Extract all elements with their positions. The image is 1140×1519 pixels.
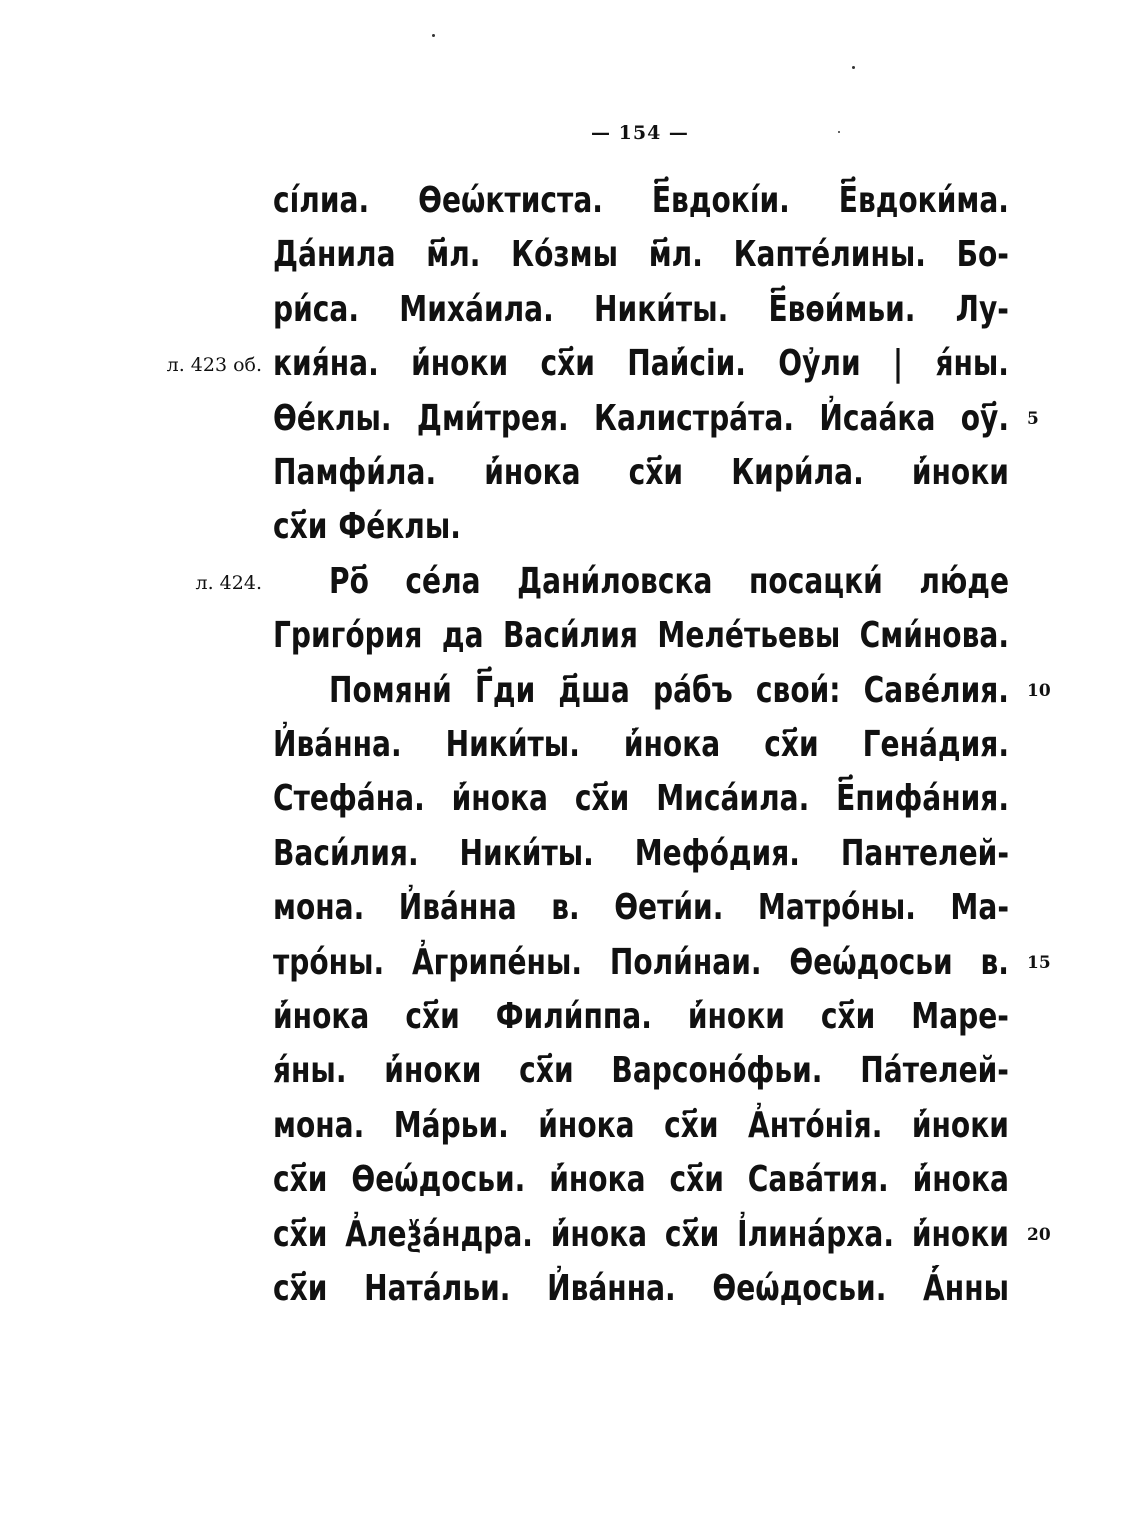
text-word: м҃л.	[426, 234, 481, 276]
text-line	[273, 341, 1009, 387]
text-word: Калистра́та.	[594, 397, 795, 439]
text-word: Дани́ловска	[517, 560, 713, 602]
text-word: Сава́тия.	[747, 1159, 889, 1201]
folio-note: л. 423 об.	[166, 354, 262, 377]
text-line	[273, 613, 1009, 659]
text-word: сі́лиа.	[273, 180, 370, 221]
text-word: Ма́рьи.	[393, 1104, 509, 1146]
text-word: сх҃и	[273, 1213, 328, 1255]
text-word: Матро́ны.	[757, 887, 916, 929]
text-word: Стефа́на.	[273, 778, 425, 820]
paper-speck	[838, 131, 840, 133]
text-word: и҆́нока	[538, 1104, 635, 1146]
text-word: сх҃и	[669, 1159, 724, 1201]
text-word: сх҃и	[764, 724, 819, 765]
text-word: Е҃вѳи́мьи.	[768, 288, 916, 330]
text-word: И҆ва́нна.	[547, 1268, 676, 1309]
text-word: Лу-	[955, 288, 1009, 330]
text-line	[273, 994, 1009, 1040]
text-word: Ко́змы	[511, 234, 619, 276]
text-word: сх҃и	[273, 1268, 328, 1309]
text-word: и҆́нока	[550, 1213, 648, 1255]
text-word: Помяни́	[329, 669, 452, 711]
text-word: сх҃и	[628, 452, 684, 493]
text-word: и҆́ноки	[911, 1213, 1009, 1255]
text-word: Памфи́ла.	[273, 452, 437, 493]
text-word: Мефо́дия.	[634, 832, 800, 874]
text-word: сх҃и	[519, 1050, 574, 1092]
text-word: Фили́ппа.	[495, 996, 652, 1037]
text-word: се́ла	[405, 560, 481, 602]
text-word: Е҃вдоки́ма.	[838, 180, 1009, 221]
text-line	[273, 1157, 1009, 1203]
text-line	[273, 232, 1009, 278]
text-word: І҆лина́рха.	[737, 1213, 895, 1255]
paper-speck	[432, 34, 435, 37]
text-word: Ѳеѡ́ктиста.	[418, 180, 603, 221]
text-word: А҆грипе́ны.	[411, 941, 583, 983]
text-word: Сми́нова.	[859, 615, 1009, 657]
text-word: да	[441, 615, 484, 657]
text-word: и҆́ноки	[411, 343, 509, 385]
text-word: |	[892, 343, 904, 385]
text-word: я́ны.	[935, 343, 1009, 385]
text-word: посацки́	[749, 560, 883, 602]
text-word: Па́телей-	[860, 1050, 1009, 1092]
text-word: сх҃и	[664, 1213, 720, 1255]
text-word: Ѳеѡ́досьи.	[712, 1268, 887, 1309]
text-line	[273, 1266, 1009, 1312]
text-line	[273, 1103, 1009, 1149]
text-word: Ѳеѡ́досьи.	[351, 1159, 526, 1201]
text-word: Капте́лины.	[733, 234, 926, 276]
text-word: Саве́лия.	[863, 669, 1009, 711]
text-word: свои́:	[755, 669, 841, 711]
text-word: Поли́наи.	[609, 941, 762, 983]
text-word: сх҃и	[820, 996, 876, 1037]
text-word: Маре-	[911, 996, 1009, 1037]
text-word: Да́нила	[273, 234, 396, 276]
text-word: А҆нто́нія.	[747, 1104, 883, 1146]
text-line	[273, 1048, 1009, 1094]
text-word: и҆́ноки	[911, 452, 1009, 493]
text-word: Е҃вдокі́и.	[651, 180, 790, 221]
section-heading-line	[329, 559, 1009, 605]
text-word: И҆саа́ка	[819, 397, 936, 439]
text-word: Паи҆́сіи.	[627, 343, 746, 385]
text-word: Миха́ила.	[399, 288, 554, 330]
text-line	[273, 885, 1009, 931]
line-number: 15	[1027, 952, 1051, 973]
text-word: сх҃и	[273, 1159, 328, 1201]
text-word: Г҃ди	[474, 669, 536, 711]
text-word: Миса́ила.	[656, 778, 810, 820]
text-word: И҆ва́нна	[398, 887, 517, 929]
text-word: Фе́клы.	[338, 506, 461, 548]
text-word: и҆́нока	[484, 452, 581, 493]
text-word: мона.	[273, 1104, 365, 1146]
text-word: А҆леѯа́ндра.	[345, 1213, 533, 1255]
text-word: ра́бъ	[652, 669, 733, 711]
text-line	[273, 776, 1009, 822]
text-word: в.	[980, 941, 1009, 983]
text-word: сх҃и	[273, 506, 328, 548]
text-word: Пантелей-	[840, 832, 1009, 874]
text-word: Ники́ты.	[445, 724, 580, 765]
text-word: и҆́ноки	[911, 1104, 1009, 1146]
line-number: 5	[1027, 408, 1039, 429]
text-word: сх҃и	[540, 343, 595, 385]
text-line	[273, 450, 1009, 496]
text-word: Ната́льи.	[364, 1268, 511, 1309]
text-word: Ма-	[950, 887, 1009, 929]
text-word: и҆́нока	[623, 724, 721, 765]
text-word: я́ны.	[273, 1050, 347, 1092]
text-word: мона.	[273, 887, 365, 929]
text-word: лю́де	[919, 560, 1009, 602]
text-word: Варсоно́фьи.	[611, 1050, 823, 1092]
text-word: и҆́нока	[549, 1159, 646, 1201]
text-line	[273, 504, 1009, 550]
text-line	[273, 1212, 1009, 1258]
text-word: м҃л.	[648, 234, 703, 276]
text-word: Кири́ла.	[731, 452, 864, 493]
text-word: д҃ша	[558, 669, 630, 711]
text-word: и҆́нока	[273, 996, 370, 1037]
text-word: оу҃.	[960, 397, 1009, 439]
folio-note: л. 424.	[195, 571, 262, 594]
text-line	[273, 940, 1009, 986]
line-number: 10	[1027, 680, 1051, 701]
text-word: сх҃и	[664, 1104, 719, 1146]
text-word: тро́ны.	[273, 941, 385, 983]
text-word: И҆ва́нна.	[273, 724, 402, 765]
text-word: и҆́нока	[912, 1159, 1009, 1201]
text-word: сх҃и	[574, 778, 630, 820]
text-line	[273, 831, 1009, 877]
text-word: Меле́тьевы	[657, 615, 841, 657]
text-word: Е҃пифа́ния.	[836, 778, 1009, 820]
text-line	[273, 722, 1009, 768]
text-line	[273, 287, 1009, 333]
text-word: Ро҃	[329, 560, 369, 602]
text-word: Ѳеѡ́досьи	[789, 941, 953, 983]
text-word: и҆́ноки	[687, 996, 785, 1037]
text-word: Ѳе́клы.	[273, 397, 392, 439]
text-word: Ѳети́и.	[614, 887, 724, 929]
text-word: Дми́трея.	[416, 397, 569, 439]
paragraph-start-line	[329, 668, 1009, 714]
text-word: Васи́лия	[502, 615, 638, 657]
text-word: Ники́ты.	[459, 832, 594, 874]
text-word: Григо́рия	[273, 615, 423, 657]
text-word: Оу҆ли	[778, 343, 861, 385]
text-word: сх҃и	[405, 996, 460, 1037]
text-word: в.	[551, 887, 580, 929]
text-word: ри́са.	[273, 288, 360, 330]
text-word: Васи́лия.	[273, 832, 419, 874]
text-word: и҆́ноки	[384, 1050, 482, 1092]
line-number: 20	[1027, 1224, 1051, 1245]
text-line	[273, 396, 1009, 442]
text-word: и҆́нока	[451, 778, 549, 820]
text-word: Ники́ты.	[594, 288, 729, 330]
text-line	[273, 178, 1009, 224]
page-number: — 154 —	[591, 122, 689, 144]
text-word: А҆́нны	[923, 1268, 1009, 1309]
paper-speck	[852, 66, 855, 69]
text-word: кия́на.	[273, 343, 379, 385]
text-word: Гена́дия.	[862, 724, 1009, 765]
text-word: Бо-	[956, 234, 1009, 276]
